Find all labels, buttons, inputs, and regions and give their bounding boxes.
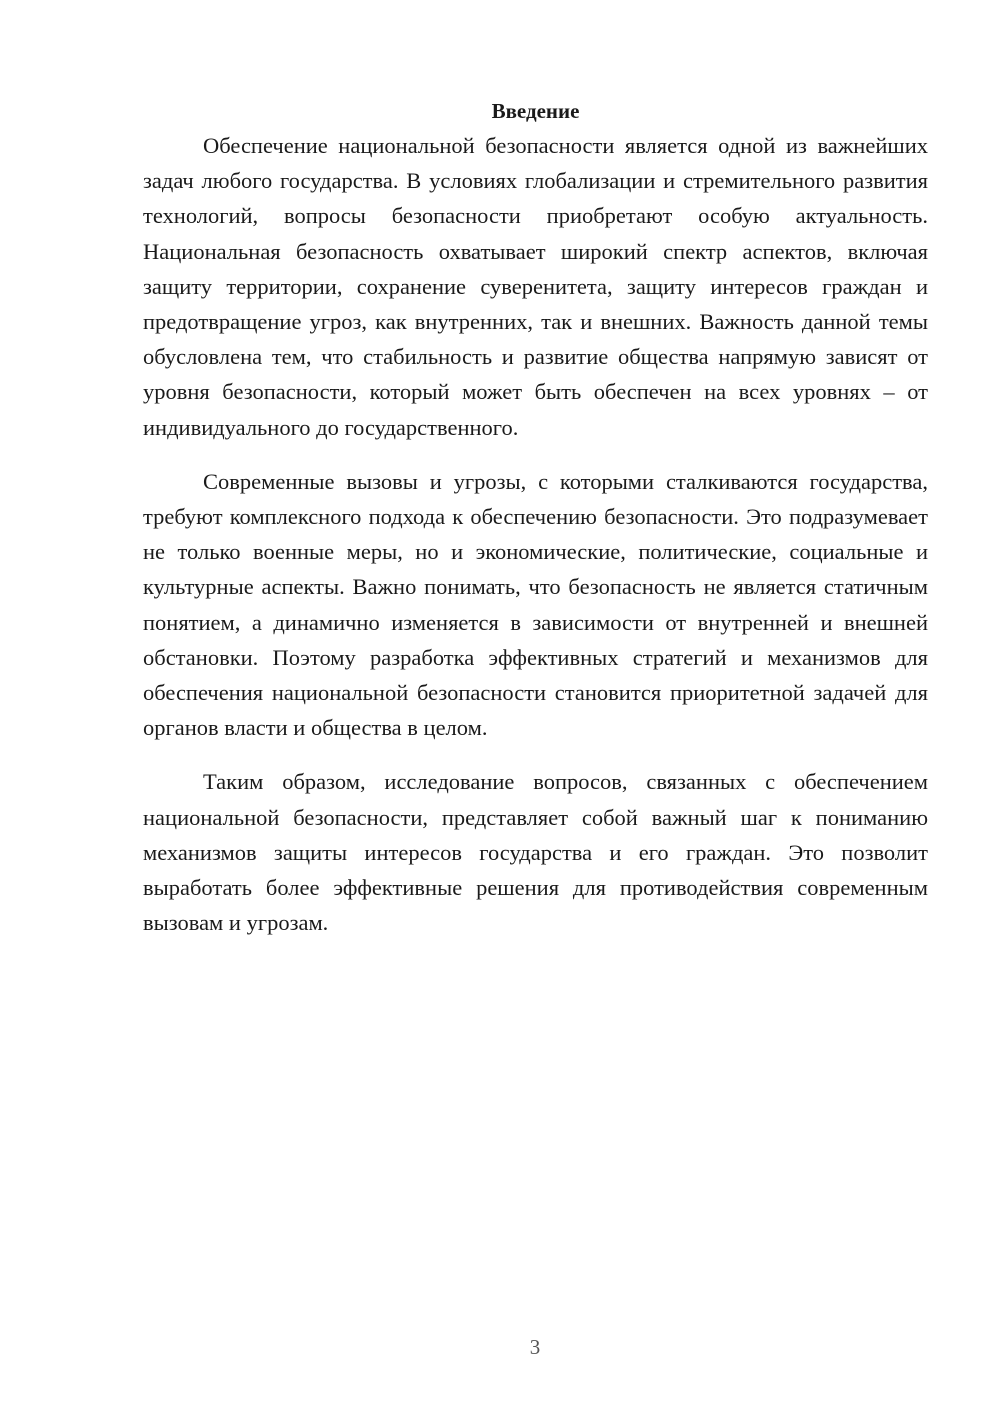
page-number: 3 xyxy=(529,1335,541,1359)
paragraph-2: Современные вызовы и угрозы, с которыми сталкиваются государства, требуют комплексного подхода к обеспечению безопасности. Это подразумевает не только военные меры, но и экономические, политические, социальные и культурные аспекты. Важно понимать, что безопасность не является статичным понятием, а динамично изменяется в зависимости от внутренней и внешней обстановки. Поэтому разработка эффективных стратегий и механизмов для обеспечения национальной безопасности становится приоритетной задачей для органов власти и общества в целом. xyxy=(143,468,928,741)
paragraph-1: Обеспечение национальной безопасности является одной из важнейших задач любого государства. В условиях глобализации и стремительного развития технологий, вопросы безопасности приобретают особую актуальность. Национальная безопасность охватывает широкий спектр аспектов, включая защиту территории, сохранение суверенитета, защиту интересов граждан и предотвращение угроз, как внутренних, так и внешних. Важность данной темы обусловлена тем, что стабильность и развитие общества напрямую зависят от уровня безопасности, который может быть обеспечен на всех уровнях – от индивидуального до государственного. xyxy=(143,133,928,440)
paragraph-3: Таким образом, исследование вопросов, связанных с обеспечением национальной безопасности, представляет собой важный шаг к пониманию механизмов защиты интересов государства и его граждан. Это позволит выработать более эффективные решения для противодействия современным вызовам и угрозам. xyxy=(143,769,928,936)
section-title: Введение xyxy=(491,99,580,123)
page-content xyxy=(143,96,928,940)
